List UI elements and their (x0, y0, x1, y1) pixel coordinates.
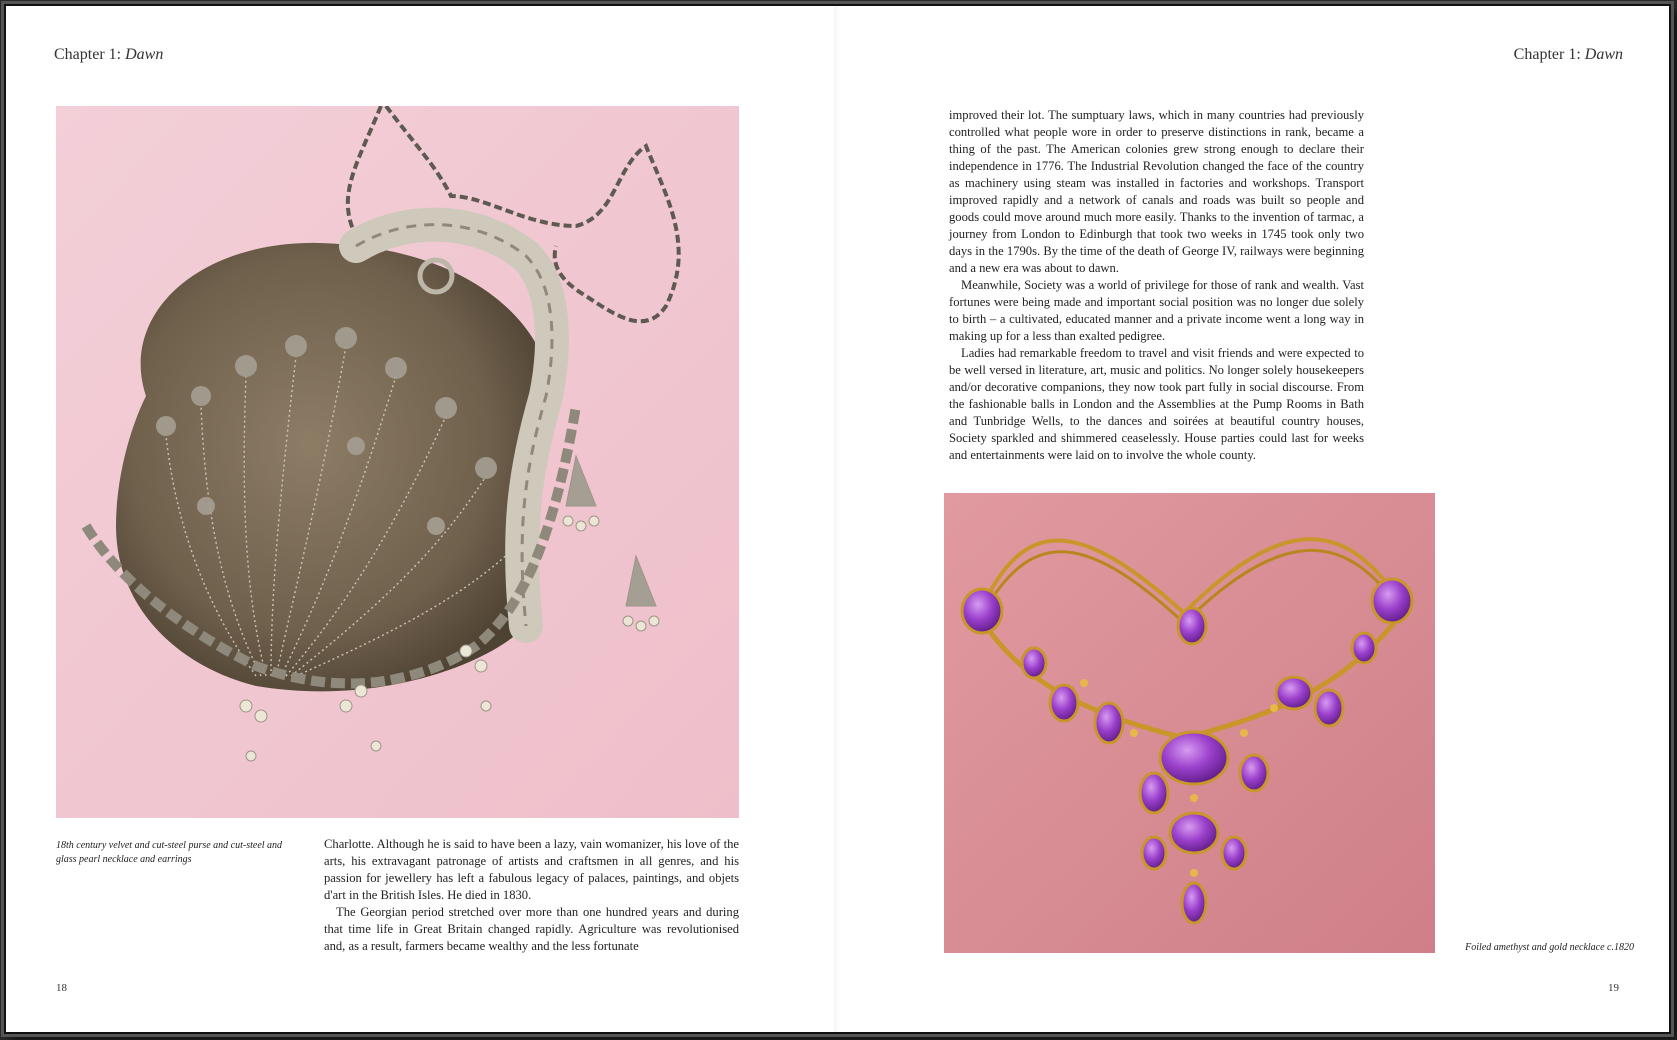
purse-photo (56, 106, 739, 818)
right-paragraph-1: improved their lot. The sumptuary laws, which in many countries had previously controlled what people wore in order to preserve distinctions in rank, became a thing of the past. The American colonies grew strong enough to declare their independence in 1776. The Industrial Revolution changed the face of the country as machinery using steam was installed in factories and workshops. Transport improved rapidly and a network of canals and roads was built so people and goods could move around much more easily. Thanks to the invention of tarmac, a journey from London to Edinburgh that took two weeks in 1745 took only two days in the 1790s. By the time of the death of George IV, railways were beginning and a new era was about to dawn. (949, 108, 1364, 275)
left-paragraph-2: The Georgian period stretched over more than one hundred years and during that time life in Great Britain changed rapidly. Agriculture was revolutionised and, as a result, farmers became wealthy and the less fortunate (324, 905, 739, 953)
left-photo-caption: 18th century velvet and cut-steel purse and cut-steel and glass pearl necklace and earrings (56, 840, 283, 865)
left-running-head-title: Dawn (125, 46, 164, 63)
right-running-head (1514, 46, 1623, 64)
necklace-illustration (944, 493, 1435, 953)
right-running-head-title: Dawn (1584, 46, 1623, 63)
left-running-head-chapter: Chapter 1: (54, 46, 122, 63)
right-body-text (949, 107, 1364, 464)
page-gutter (834, 6, 840, 1032)
amethyst-necklace-photo (944, 493, 1435, 953)
right-paragraph-2: Meanwhile, Society was a world of privilege for those of rank and wealth. Vast fortunes were being made and important social position was no longer due solely to birth – a cultivated, educated manner and a private income went a long way in making up for a less than exalted pedigree. (949, 278, 1364, 343)
right-page-number: 19 (1608, 982, 1619, 994)
left-body-text (324, 836, 739, 955)
right-photo-caption: Foiled amethyst and gold necklace c.1820 (1465, 942, 1634, 953)
book-spread-frame (4, 4, 1671, 1034)
right-paragraph-3: Ladies had remarkable freedom to travel and visit friends and were expected to be well versed in literature, art, music and politics. No longer solely housekeepers and/or decorative companions, they now took part fully in social discourse. From the fashionable balls in London and the Assemblies at the Pump Rooms in Bath and Tunbridge Wells, to the dances and soirées at beautiful country houses, Society sparkled and shimmered ceaselessly. House parties could last for weeks and entertainments were laid on to involve the whole county. (949, 346, 1364, 462)
left-page-number: 18 (56, 982, 67, 994)
left-running-head (54, 46, 163, 64)
purse-illustration (56, 106, 739, 818)
left-paragraph-1: Charlotte. Although he is said to have been a lazy, vain womanizer, his love of the arts, his extravagant patronage of artists and craftsmen in all genres, and his passion for jewellery has left a fabulous legacy of palaces, paintings, and objets d'art in the British Isles. He died in 1830. (324, 837, 739, 902)
book-spread (6, 6, 1669, 1032)
right-running-head-chapter: Chapter 1: (1513, 46, 1581, 63)
